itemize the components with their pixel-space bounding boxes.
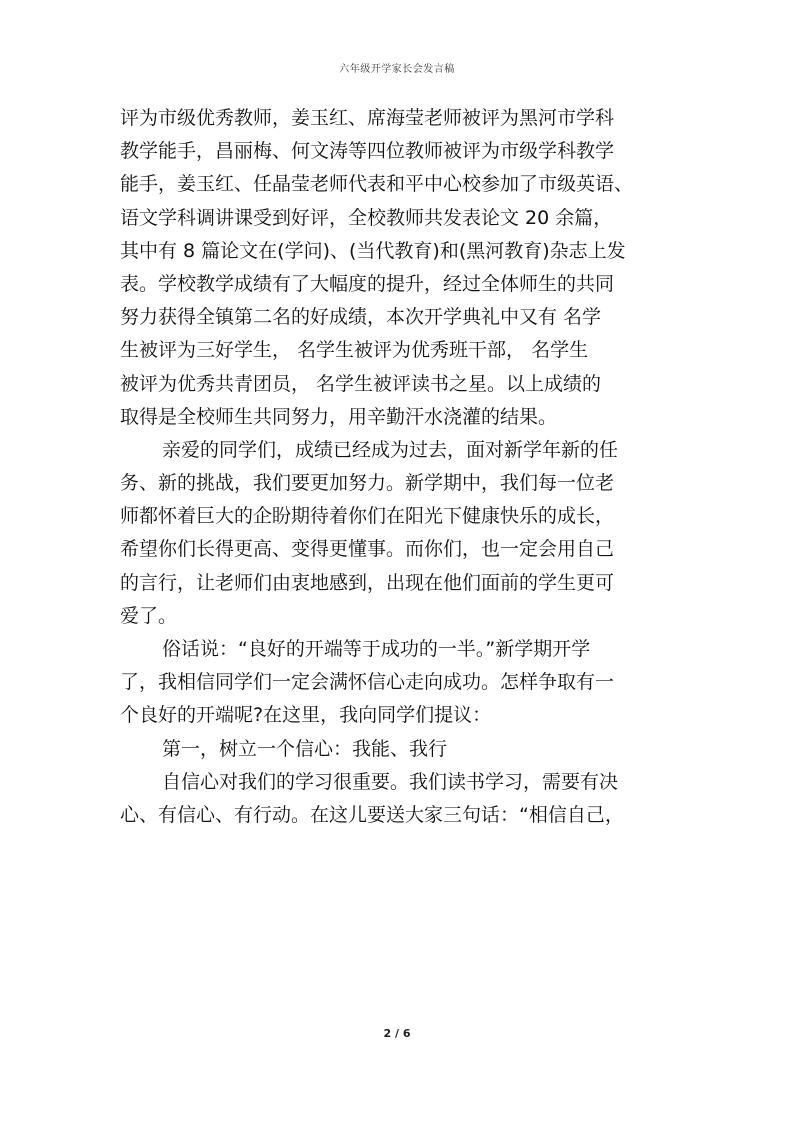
body-line: 师都怀着巨大的企盼期待着你们在阳光下健康快乐的成长， xyxy=(120,505,615,528)
body-line: 生被评为三好学生， 名学生被评为优秀班干部， 名学生 xyxy=(120,339,589,362)
paragraph-start-line: 自信心对我们的学习很重要。我们读书学习，需要有决 xyxy=(162,770,619,793)
page-header-title: 六年级开学家长会发言稿 xyxy=(339,64,455,75)
body-line: 希望你们长得更高、变得更懂事。而你们，也一定会用自己 xyxy=(120,538,615,561)
document-body xyxy=(120,102,680,832)
page-number: 2 / 6 xyxy=(383,1027,411,1040)
body-line: 评为市级优秀教师，姜玉红、席海莹老师被评为黑河市学科 xyxy=(120,107,615,129)
body-line: 表。学校教学成绩有了大幅度的提升，经过全体师生的共同 xyxy=(120,272,615,295)
paragraph-start-line: 俗话说：“良好的开端等于成功的一半。”新学期开学 xyxy=(162,638,591,660)
body-line: 心、有信心、有行动。在这儿要送大家三句话：“相信自己， xyxy=(120,803,624,826)
body-line: 务、新的挑战，我们要更加努力。新学期中，我们每一位老 xyxy=(120,472,615,495)
body-line: 取得是全校师生共同努力，用辛勤汗水浇灌的结果。 xyxy=(120,405,558,428)
paragraph-start-line: 亲爱的同学们，成绩已经成为过去，面对新学年新的任 xyxy=(162,438,619,461)
body-line: 了，我相信同学们一定会满怀信心走向成功。怎样争取有一 xyxy=(120,671,615,694)
body-line: 个良好的开端呢?在这里，我向同学们提议： xyxy=(120,704,492,727)
section-heading-line: 第一，树立一个信心：我能、我行 xyxy=(162,737,448,760)
body-line: 其中有 8 篇论文在(学问)、(当代教育)和(黑河教育)杂志上发 xyxy=(120,239,626,262)
body-line: 教学能手，昌丽梅、何文涛等四位教师被评为市级学科教学 xyxy=(120,140,615,163)
body-line: 努力获得全镇第二名的好成绩，本次开学典礼中又有 名学 xyxy=(120,306,602,329)
body-line: 的言行，让老师们由衷地感到，出现在他们面前的学生更可 xyxy=(120,571,615,594)
body-line: 语文学科调讲课受到好评，全校教师共发表论文 20 余篇， xyxy=(120,206,613,229)
body-line: 被评为优秀共青团员， 名学生被评读书之星。以上成绩的 xyxy=(120,372,602,395)
body-line: 能手，姜玉红、任晶莹老师代表和平中心校参加了市级英语、 xyxy=(120,173,634,196)
body-line: 爱了。 xyxy=(120,604,178,627)
